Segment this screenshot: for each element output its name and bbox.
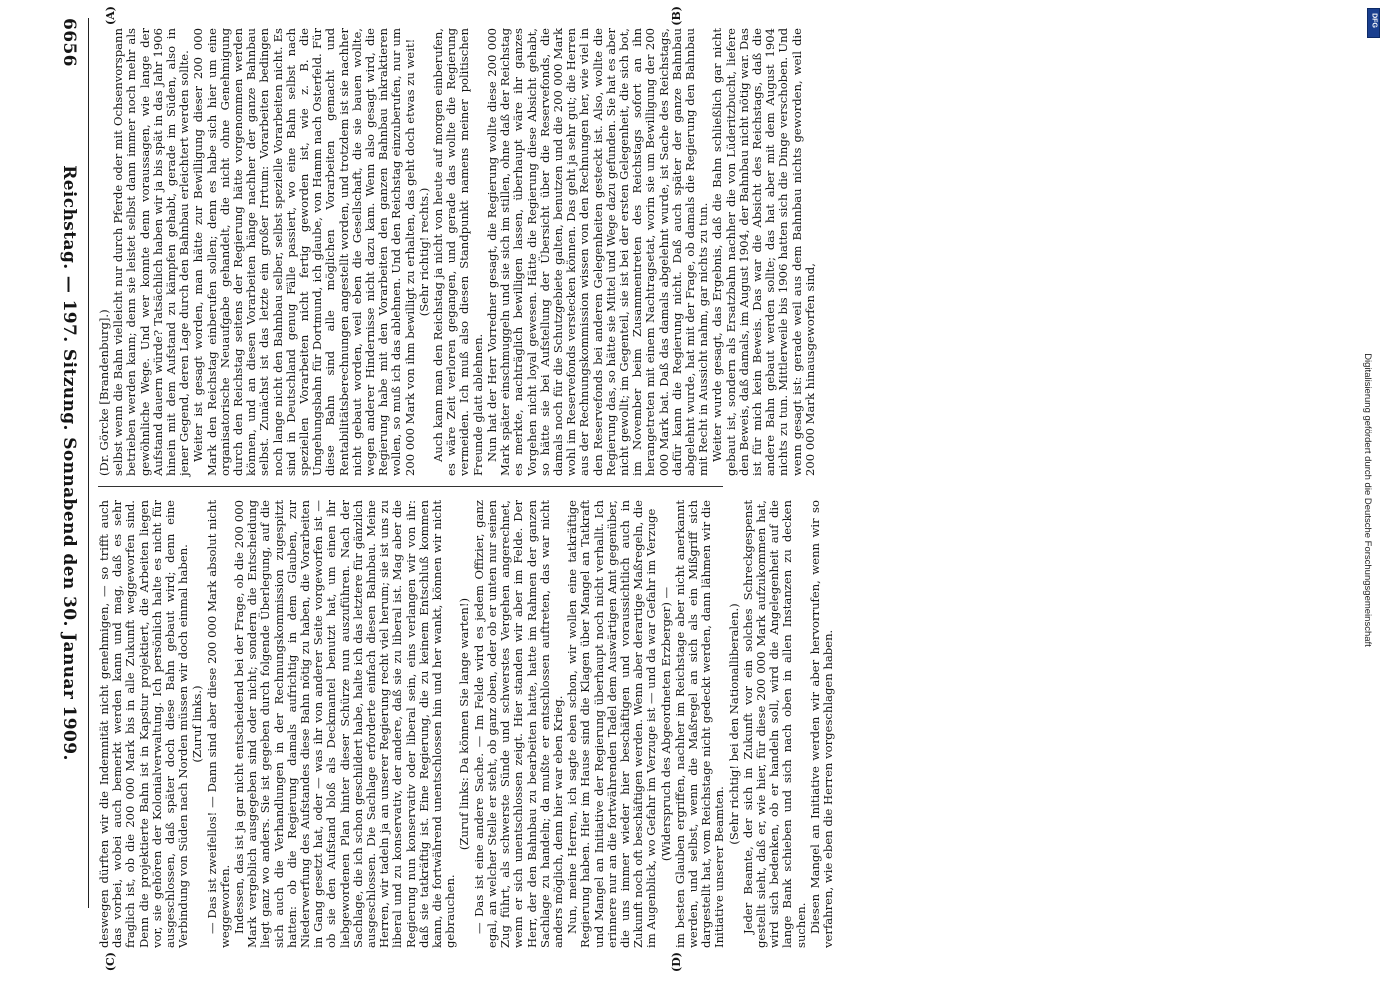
interjection: (Sehr richtig! bei den Nationalliberalen.) [726, 603, 741, 845]
dfg-logo-text: DFG [1370, 13, 1378, 28]
paragraph: Weiter wurde gesagt, das Ergebnis, daß die Bahn schließlich gar nicht gebaut ist, sondern als Ersatzbahn nachher die von Lüderitzbucht, liefere den Beweis, daß damals, im August 1904, der Bahnbau nicht nötig war. Das ist für mich kein Beweis. Das war die Absicht des Reichstags, daß die andere Bahn gebaut werden sollte; das hat aber mit dem August 1904 nichts zu tun. Mittlerweile bis 1906 hatten sich die Dinge verschoben. Und wenn gesagt ist: gerade weil aus dem Bahnbau nichts geworden, weil die 200 000 Mark hinausgeworfen sind, [710, 28, 817, 476]
interjection: (Zuruf links: Da können Sie lange warten!) [457, 597, 472, 851]
paragraph: Jeder Beamte, der sich in Zukunft vor ein solches Schreckgespenst gestellt sieht, daß er, wie hier, für diese 200 000 Mark aufzukommen hat, wird sich bedenken, ob er handeln soll, wird die Angelegenheit auf die lange Bank schieben und sich nach oben in allen Instanzen zu decken suchen. [740, 500, 808, 948]
paragraph: im besten Glauben ergriffen, nachher im Reichstage aber nicht anerkannt werden, und selbst, wenn die Maßregel an sich als ein Mißgriff sich dargestellt hat, vom Reichstage nicht gedeckt werden, dann lähmen wir die Initiative unserer Beamten. [672, 500, 727, 948]
interjection: (Sehr richtig! rechts.) [416, 187, 431, 317]
paragraph: Weiter ist gesagt worden, man hätte zur Bewilligung dieser 200 000 Mark den Reichstag einberufen sollen; denn es habe sich hier um eine organisatorische Neuaufgabe gehandelt, die nicht ohne Genehmigung durch den Reichstag seitens der Regierung hätte vorgenommen werden können, und an diesen Vorarbeiten hänge nachher der ganze Bahnbau selbst. Zunächst ist das letzte ein großer Irrtum: Vorarbeiten bedingen noch lange nicht den Bahnbau selber, selbst spezielle Vorarbeiten nicht. Es sind in Deutschland genug Fälle passiert, wo eine Bahn selbst nach speziellen Vorarbeiten nicht fertig geworden ist, wie z. B. die Umgehungsbahn für Dortmund, ich glaube, von Hamm nach Osterfeld. Für diese Bahn sind alle möglichen Vorarbeiten gemacht und Rentabilitätsberechnungen angestellt worden, und trotzdem ist sie nachher nicht gebaut worden, weil eben die Gesellschaft, die sie bauen wollte, wegen anderer Hindernisse nicht dazu kam. Wenn also gesagt wird, die Regierung habe mit den Vorarbeiten den ganzen Bahnbau inkraktieren wollen, so muß ich das ablehnen. Und den Reichstag einzuberufen, nur um 200 000 Mark von ihm bewilligt zu erhalten, das geht doch etwas zu weit! [191, 28, 417, 476]
page-header [53, 18, 83, 908]
paragraph: Nun hat der Herr Vorredner gesagt, die Regierung wollte diese 200 000 Mark später einschmuggeln und sie sich im stillen, ohne daß der Reichstag es merkte, nachträglich bewilligen lassen, überhaupt wäre ihr ganzes Vorgehen nicht loyal gewesen. Hätte die Regierung diese Absicht gehabt, so hätte sie bei Aufstellung der Übersicht über die Reservefonds, die damals noch für die Schutzgebiete galten, benutzen und die 200 000 Mark wohl im Reservefonds verstecken können. Das geht ja sehr gut; die Herren aus der Rechnungskommission wissen von den Rechnungen her, wie viel in den Reservefonds bei anderen Gelegenheiten gesteckt ist. Also, wollte die Regierung das, so hätte sie Mittel und Wege dazu gefunden. Sie hat es aber nicht gewollt; im Gegenteil, sie ist bei der ersten Gelegenheit, die sich bot, im November beim Zusammentreten des Reichstags sofort an ihn herangetreten mit einem Nachtragsetat, worin sie um Bewilligung der 200 000 Mark bat. Daß das damals abgelehnt wurde, ist Sache des Reichstags, dafür kann die Regierung nicht. Daß auch später der ganze Bahnbau abgelehnt wurde, hat mit der Frage, ob damals die Regierung den Bahnbau mit Recht in Aussicht nahm, gar nichts zu tun. [484, 28, 711, 476]
paragraph: Indessen, das ist ja gar nicht entscheidend bei der Frage, ob die 200 000 Mark vergeblich ausgegeben sind oder nicht; sondern die Entscheidung liegt ganz wo anders. Sie ist gegeben durch folgende Überlegung, auf die sich auch die Verhandlungen in der Rechnungskommission zugespitzt hatten: ob die Regierung damals aufrichtig in dem Glauben, zur Niederwerfung des Aufstandes diese Bahn nötig zu haben, die Vorarbeiten in Gang gesetzt hat, oder — was ihr von anderer Seite vorgeworfen ist — ob sie den Aufstand bloß als Deckmantel benutzt hat, um einen ihr liebgewordenen Plan hinter dieser Schürze nun auszuführen. Nach der Sachlage, die ich schon geschildert habe, halte ich das letztere für gänzlich ausgeschlossen. Die Sachlage erforderte einfach diesen Bahnbau. Meine Herren, wir tadeln ja an unserer Regierung recht viel herum; sie ist uns zu liberal und zu konservativ, der andere, daß sie zu liberal ist. Mag aber die Regierung nun konservativ oder liberal sein, eins verlangen wir von ihr: daß sie tatkräftig ist. Eine Regierung, die zu keinem Entschluß kommen kann, die fortwährend unentschlossen hin und her wankt, können wir nicht gebrauchen. [232, 500, 458, 948]
speaker-line: (Dr. Görcke [Brandenburg].) [97, 309, 111, 476]
paragraph: Auch kann man den Reichstag ja nicht von heute auf morgen einberufen, es wäre Zeit verloren gegangen, und gerade das wollte die Regierung vermeiden. Ich muß also diesen Standpunkt namens meiner politischen Freunde glatt ablehnen. [431, 28, 485, 476]
margin-marker-a: (A) [104, 6, 117, 25]
interjection: (Zuruf links.) [190, 685, 205, 763]
paragraph: — Das ist eine andere Sache. — Im Felde wird es jedem Offizier, ganz egal, an welcher Stelle er steht, ob ganz oben, oder ob er unten nur seinen Zug führt, als schwerste Sünde und schwerstes Vergehen angerechnet, wenn er sich unentschlossen zeigt. Hier standen wir aber im Felde. Der Herr, der den Bahnbau zu bearbeiten hatte, hatte im Rahmen der ganzen Sachlage zu handeln; da mußte er entschlossen auftreten, das war nicht anders möglich, denn hier war eben Krieg. [471, 500, 565, 948]
margin-marker-b: (B) [670, 6, 683, 26]
paragraph: — Das ist zweifellos! — Dann sind aber diese 200 000 Mark absolut nicht weggeworfen. [204, 500, 232, 948]
paragraph: selbst wenn die Bahn vielleicht nur durch Pferde oder mit Ochsenvorspann betrieben werden kann; denn sie leistet selbst dann immer noch mehr als gewöhnliche Wege. Und wer konnte denn voraussagen, wie lange der Aufstand dauern würde? Tatsächlich haben wir ja bis spät in das Jahr 1906 hinein mit dem Aufstand zu kämpfen gehabt, gerade im Süden, also in jener Gegend, deren Lage durch den Bahnbau erleichtert werden sollte. [111, 28, 192, 476]
interjection: (Widerspruch des Abgeordneten Erzberger) — [658, 586, 673, 862]
column-divider [98, 486, 723, 487]
margin-marker-d: (D) [670, 952, 683, 972]
paragraph: deswegen dürften wir die Indemnität nicht genehmigen, — so trifft auch das vorbei, wobei auch bemerkt werden kann und mag, daß es sehr fraglich ist, ob die 200 000 Mark bis in alle Zukunft weggeworfen sind. Denn die projektierte Bahn ist in Kapstur projektiert, die Arbeiten liegen vor, sie gehören der Kolonialverwaltung. Ich persönlich halte es nicht für ausgeschlossen, daß später doch diese Bahn gebaut wird; denn eine Verbindung von Süden nach Norden müssen wir doch einmal haben. [97, 500, 191, 948]
paragraph: Diesen Mangel an Initiative werden wir aber hervorrufen, wenn wir so verfahren, wie eben die Herren vorgeschlagen haben. [807, 500, 835, 948]
left-text-column [97, 28, 817, 476]
page-title: Reichstag. — 197. Sitzung. Sonnabend den 30. Januar 1909. [59, 165, 79, 761]
header-rule [88, 18, 89, 908]
page-number: 6656 [59, 18, 79, 67]
paragraph: Nun, meine Herren, ich sagte eben schon, wir wollen eine tatkräftige Regierung haben. Hier im Hause sind die Klagen über Mangel an Tatkraft und Mangel an Initiative der Regierung überhaupt noch nicht verhallt. Ich erinnere nur an die fortwährenden Tadel dem Auswärtigen Amt gegenüber, die uns immer wieder hier beschäftigen und voraussichtlich auch in Zukunft noch oft beschäftigen werden. Wenn aber derartige Maßregeln, die im Augenblick, wo Gefahr im Verzuge ist — und da war Gefahr im Verzuge [565, 500, 659, 948]
margin-marker-c: (C) [104, 952, 117, 972]
right-text-column [97, 500, 835, 948]
digitization-credit: Digitalisierung gefördert durch die Deutsche Forschungsgemeinschaft [1362, 353, 1373, 647]
dfg-logo [1367, 8, 1380, 38]
